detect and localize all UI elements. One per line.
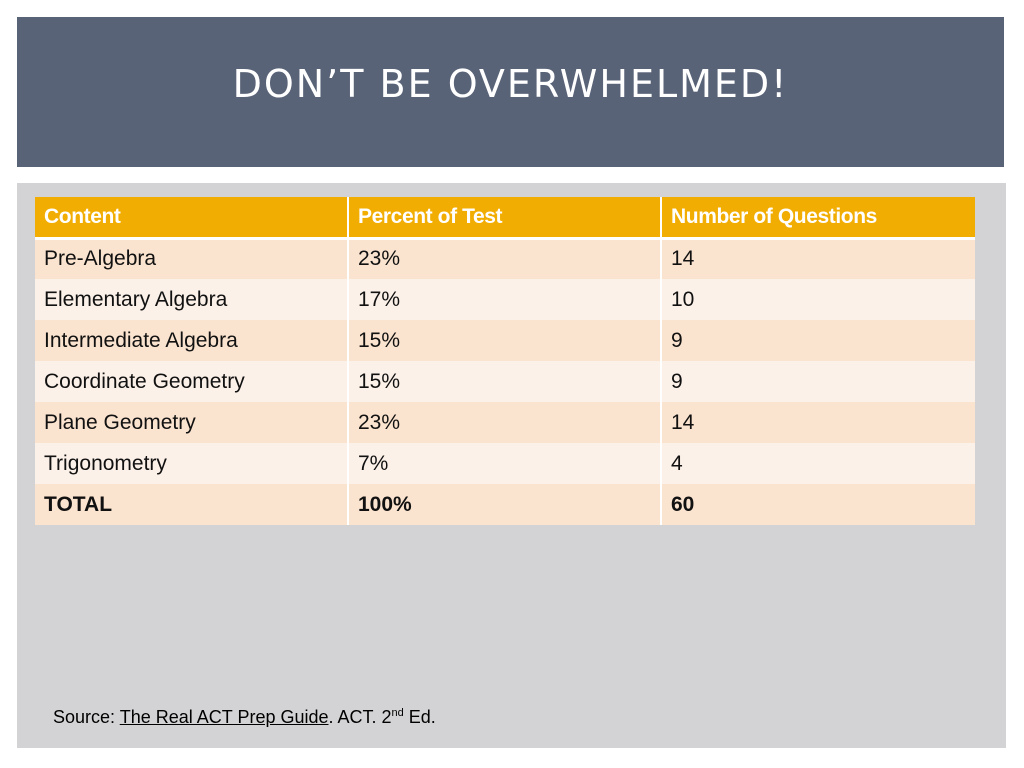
cell-percent: 23% xyxy=(348,402,661,443)
cell-content: Elementary Algebra xyxy=(35,279,348,320)
table-row xyxy=(35,320,975,361)
cell-content: Trigonometry xyxy=(35,443,348,484)
table-row xyxy=(35,279,975,320)
cell-questions: 9 xyxy=(661,320,975,361)
cell-content: Intermediate Algebra xyxy=(35,320,348,361)
cell-questions: 10 xyxy=(661,279,975,320)
table-row xyxy=(35,402,975,443)
cell-percent: 7% xyxy=(348,443,661,484)
source-citation xyxy=(53,707,436,728)
source-edition-superscript: nd xyxy=(391,707,404,719)
header-content: Content xyxy=(35,197,348,238)
table-header-row xyxy=(35,197,975,238)
cell-percent: 17% xyxy=(348,279,661,320)
cell-questions: 4 xyxy=(661,443,975,484)
table-row xyxy=(35,361,975,402)
title-bar xyxy=(17,17,1004,167)
header-number-of-questions: Number of Questions xyxy=(661,197,975,238)
slide-title: DON’T BE OVERWHELMED! xyxy=(232,62,789,106)
cell-content: TOTAL xyxy=(35,484,348,525)
cell-content: Plane Geometry xyxy=(35,402,348,443)
cell-percent: 15% xyxy=(348,320,661,361)
header-percent-of-test: Percent of Test xyxy=(348,197,661,238)
cell-percent: 15% xyxy=(348,361,661,402)
cell-content: Coordinate Geometry xyxy=(35,361,348,402)
cell-percent: 23% xyxy=(348,238,661,279)
table-row xyxy=(35,443,975,484)
cell-content: Pre-Algebra xyxy=(35,238,348,279)
source-book-title: The Real ACT Prep Guide xyxy=(119,707,329,727)
source-prefix: Source: xyxy=(53,707,120,727)
cell-questions: 9 xyxy=(661,361,975,402)
table-total-row xyxy=(35,484,975,525)
cell-questions: 60 xyxy=(661,484,975,525)
source-publisher: . ACT. 2 xyxy=(328,707,392,727)
content-area xyxy=(17,183,1006,748)
cell-questions: 14 xyxy=(661,402,975,443)
act-math-table xyxy=(35,197,975,525)
table-row xyxy=(35,238,975,279)
cell-questions: 14 xyxy=(661,238,975,279)
cell-percent: 100% xyxy=(348,484,661,525)
source-edition: Ed. xyxy=(403,707,436,727)
